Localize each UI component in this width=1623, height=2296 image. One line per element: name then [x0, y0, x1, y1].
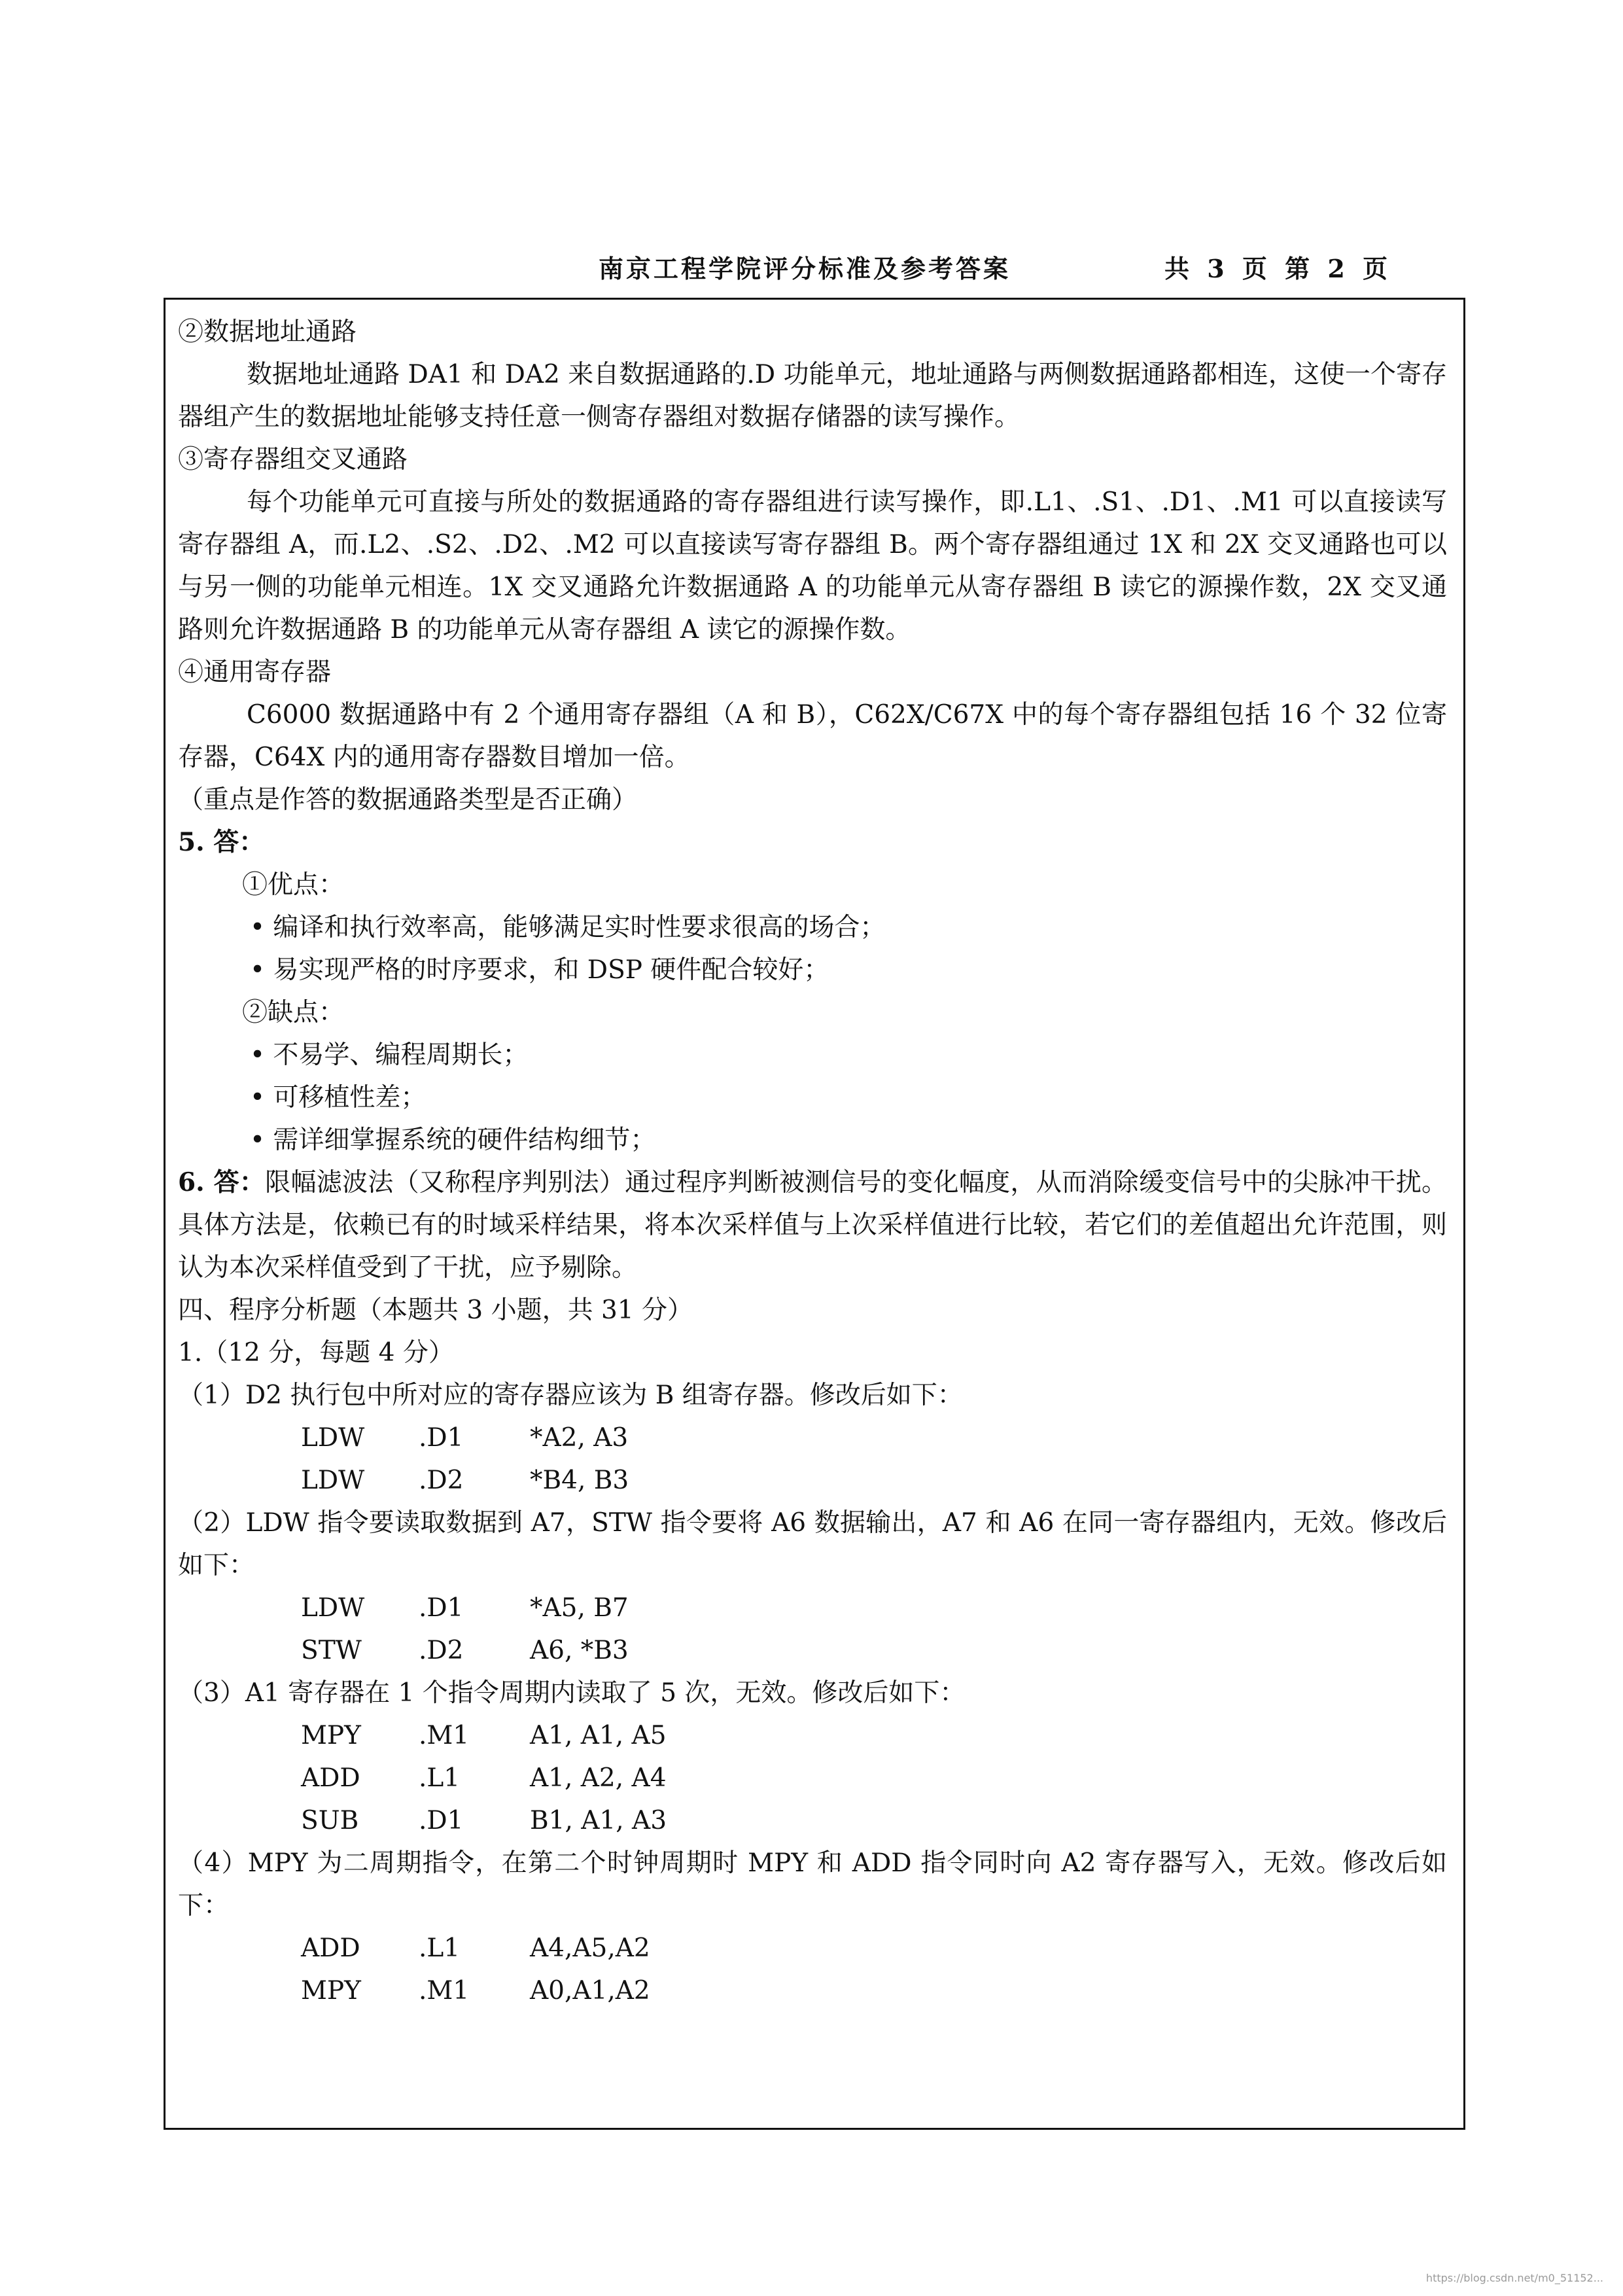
- code-unit: .L1: [419, 1763, 461, 1793]
- code-unit: .D1: [419, 1593, 464, 1623]
- subquestion-text: （4）MPY 为二周期指令，在第二个时钟周期时 MPY 和 ADD 指令同时向 A2 寄存器写入，无效。修改后如下：: [178, 1848, 1447, 1920]
- question-number: 5.: [178, 827, 214, 857]
- question-number: 6.: [178, 1167, 214, 1197]
- code-opcode: LDW: [301, 1423, 365, 1453]
- code-opcode: STW: [301, 1636, 362, 1665]
- code-line: [178, 1969, 1447, 2012]
- code-operands: *A2, A3: [530, 1423, 629, 1453]
- code-unit: .D2: [419, 1466, 464, 1495]
- section-title: ③寄存器组交叉通路: [178, 445, 408, 474]
- code-unit: .D1: [419, 1806, 464, 1835]
- answer-text: 限幅滤波法（又称程序判别法）通过程序判断被测信号的变化幅度，从而消除缓变信号中的尖脉冲干扰。具体方法是，依赖已有的时域采样结果，将本次采样值与上次采样值进行比较，若它们的差值超出允许范围，则认为本次采样值受到了干扰，应予剔除。: [178, 1168, 1447, 1282]
- code-operands: A1, A2, A4: [530, 1763, 667, 1793]
- code-opcode: MPY: [301, 1976, 361, 2005]
- code-line: [178, 1927, 1447, 1969]
- answer-label: 答：: [213, 1167, 266, 1197]
- code-opcode: ADD: [301, 1934, 360, 1963]
- code-opcode: MPY: [301, 1721, 361, 1750]
- list-item: • 编译和执行效率高，能够满足实时性要求很高的场合；: [250, 913, 886, 942]
- list-item: • 不易学、编程周期长；: [250, 1040, 529, 1070]
- answer-label: 答：: [213, 827, 265, 857]
- code-opcode: LDW: [301, 1593, 365, 1623]
- code-opcode: SUB: [301, 1806, 359, 1835]
- code-opcode: LDW: [301, 1466, 365, 1495]
- code-operands: A6, *B3: [530, 1636, 629, 1665]
- code-operands: B1, A1, A3: [530, 1806, 667, 1835]
- code-operands: A4,A5,A2: [530, 1934, 650, 1963]
- code-line: [178, 1587, 1447, 1629]
- subquestion-text: （3）A1 寄存器在 1 个指令周期内读取了 5 次，无效。修改后如下：: [178, 1678, 966, 1708]
- grading-note: （重点是作答的数据通路类型是否正确）: [178, 785, 638, 815]
- subquestion-text: （2）LDW 指令要读取数据到 A7，STW 指令要将 A6 数据输出，A7 和 A6 在同一寄存器组内，无效。修改后如下：: [178, 1508, 1447, 1580]
- code-line: [178, 1757, 1447, 1799]
- cons-title: ②缺点：: [242, 998, 345, 1027]
- paragraph: 数据地址通路 DA1 和 DA2 来自数据通路的.D 功能单元，地址通路与两侧数据通路都相连，这使一个寄存器组产生的数据地址能够支持任意一侧寄存器组对数据存储器的读写操作。: [178, 360, 1447, 432]
- question-5-heading: [178, 821, 1447, 864]
- code-line: [178, 1459, 1447, 1502]
- watermark: https://blog.csdn.net/m0_51152...: [1425, 2272, 1603, 2284]
- code-opcode: ADD: [301, 1763, 360, 1793]
- list-item: • 可移植性差；: [250, 1083, 427, 1112]
- code-line: [178, 1714, 1447, 1757]
- code-line: [178, 1629, 1447, 1672]
- code-operands: A0,A1,A2: [530, 1976, 650, 2005]
- header-title: 南京工程学院评分标准及参考答案: [599, 254, 1011, 283]
- question-6-answer: [178, 1161, 1447, 1289]
- code-unit: .D2: [419, 1636, 464, 1665]
- code-line: [178, 1417, 1447, 1459]
- code-unit: .L1: [419, 1934, 461, 1963]
- code-operands: *B4, B3: [530, 1466, 629, 1495]
- paragraph: C6000 数据通路中有 2 个通用寄存器组（A 和 B），C62X/C67X 中的每个寄存器组包括 16 个 32 位寄存器，C64X 内的通用寄存器数目增加一倍。: [178, 700, 1447, 772]
- pros-title: ①优点：: [242, 870, 345, 900]
- code-unit: .D1: [419, 1423, 464, 1453]
- page-indicator: 共 3 页 第 2 页: [1164, 254, 1391, 283]
- answer-content: [178, 311, 1447, 2012]
- code-operands: *A5, B7: [530, 1593, 629, 1623]
- list-item: • 需详细掌握系统的硬件结构细节；: [250, 1125, 656, 1155]
- code-unit: .M1: [419, 1721, 470, 1750]
- paragraph: 每个功能单元可直接与所处的数据通路的寄存器组进行读写操作，即.L1、.S1、.D1、.M1 可以直接读写寄存器组 A，而.L2、.S2、.D2、.M2 可以直接读写寄存器组 B。两个寄存器组通过 1X 和 2X 交叉通路也可以与另一侧的功能单元相连。1X 交叉通路允许数据通路 A 的功能单元从寄存器组 B 读它的源操作数，2X 交叉通路则允许数据通路 B 的功能单元从寄存器组 A 读它的源操作数。: [178, 487, 1447, 645]
- section-title: ④通用寄存器: [178, 658, 332, 687]
- part-4-title: 四、程序分析题（本题共 3 小题，共 31 分）: [178, 1296, 693, 1325]
- page-header: [0, 249, 1623, 288]
- code-line: [178, 1799, 1447, 1842]
- section-title: ②数据地址通路: [178, 317, 357, 347]
- problem-1-title: 1.（12 分，每题 4 分）: [178, 1338, 454, 1368]
- code-unit: .M1: [419, 1976, 470, 2005]
- list-item: • 易实现严格的时序要求，和 DSP 硬件配合较好；: [250, 955, 829, 985]
- subquestion-text: （1）D2 执行包中所对应的寄存器应该为 B 组寄存器。修改后如下：: [178, 1381, 963, 1410]
- code-operands: A1, A1, A5: [530, 1721, 667, 1750]
